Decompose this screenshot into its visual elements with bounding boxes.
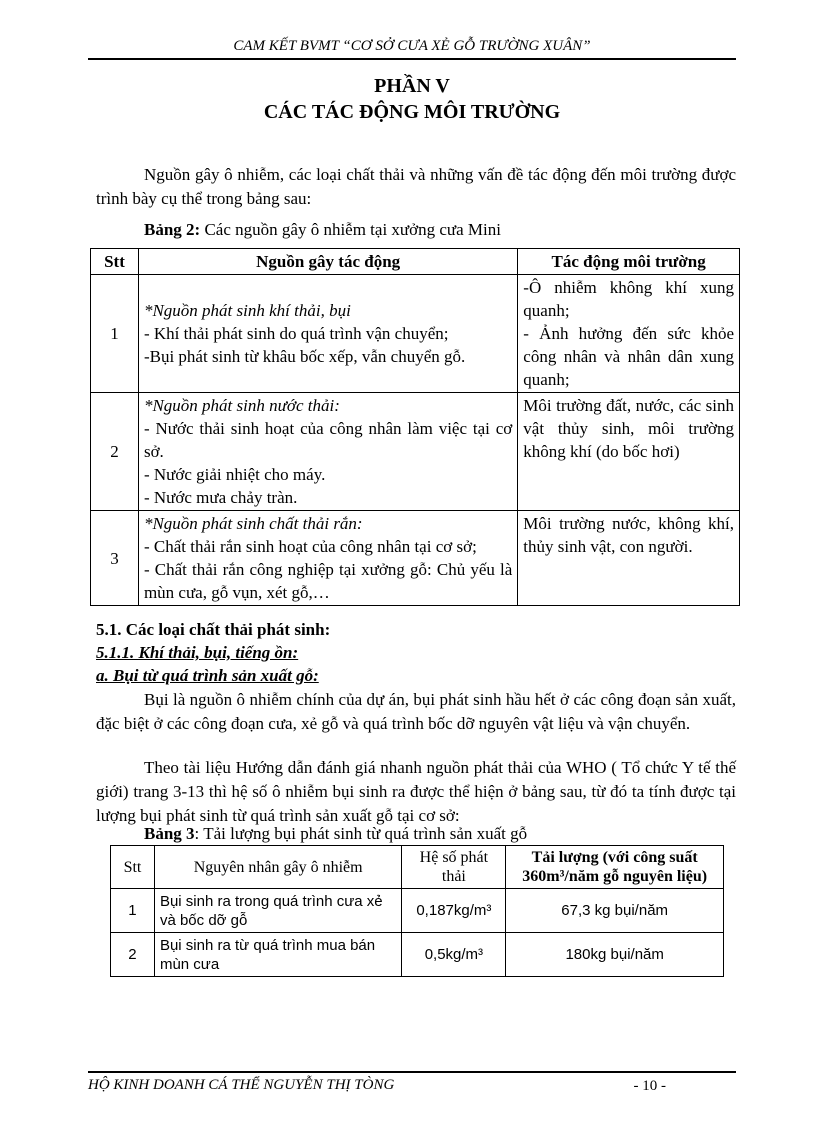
row-source — [138, 275, 517, 393]
source-line: - Khí thải phát sinh do quá trình vận chuyển; — [143, 324, 449, 343]
part-heading: CÁC TÁC ĐỘNG MÔI TRƯỜNG — [263, 101, 561, 123]
section-heading-5-1-1: 5.1.1. Khí thải, bụi, tiếng ồn: — [96, 643, 299, 662]
table3-caption — [144, 824, 527, 844]
source-title: *Nguồn phát sinh nước thải: — [143, 396, 340, 415]
row-source — [138, 511, 517, 606]
source-line: - Nước thải sinh hoạt của công nhân làm việc tại cơ sở. — [143, 419, 513, 461]
pollution-sources-table — [90, 248, 740, 606]
table-row — [91, 511, 740, 606]
row-load: 180kg bụi/năm — [506, 933, 724, 977]
table2-caption-label: Bảng 2: — [144, 220, 201, 239]
source-title: *Nguồn phát sinh khí thải, bụi — [143, 301, 351, 320]
part-number: PHẦN V — [374, 75, 450, 97]
col-header-stt: Stt — [111, 846, 155, 889]
section-heading-5-1: 5.1. Các loại chất thải phát sinh: — [96, 620, 331, 639]
table2-caption-text: Các nguồn gây ô nhiễm tại xưởng cưa Mini — [200, 220, 501, 239]
page-header: CAM KẾT BVMT “CƠ SỞ CƯA XẺ GỖ TRƯỜNG XUÂN” — [88, 38, 736, 60]
table-header-row — [91, 249, 740, 275]
row-cause: Bụi sinh ra trong quá trình cưa xẻ và bốc dỡ gỗ — [154, 889, 401, 933]
table3-caption-text: : Tải lượng bụi phát sinh từ quá trình sản xuất gỗ — [194, 824, 528, 843]
table-row — [111, 889, 724, 933]
footer-owner: HỘ KINH DOANH CÁ THỂ NGUYỄN THỊ TÒNG — [88, 1077, 395, 1093]
part-title — [88, 73, 736, 125]
row-impact: Môi trường nước, không khí, thủy sinh vật, con người. — [518, 511, 740, 606]
source-title: *Nguồn phát sinh chất thải rắn: — [143, 514, 363, 533]
paragraph-who: Theo tài liệu Hướng dẫn đánh giá nhanh nguồn phát thải của WHO ( Tổ chức Y tế thế giới) trang 3-13 thì hệ số ô nhiễm bụi sinh ra được thể hiện ở bảng sau, từ đó ta tính được tại lượng bụi phát sinh từ quá trình sản xuất gỗ tại cơ sở: — [96, 758, 736, 825]
row-load: 67,3 kg bụi/năm — [506, 889, 724, 933]
col-header-cause: Nguyên nhân gây ô nhiễm — [154, 846, 401, 889]
page-number: - 10 - — [633, 1078, 666, 1094]
col-header-impact: Tác động môi trường — [518, 249, 740, 275]
source-line: - Chất thải rắn sinh hoạt của công nhân tại cơ sở; — [143, 537, 477, 556]
table2-caption — [144, 220, 501, 240]
row-factor: 0,5kg/m³ — [402, 933, 506, 977]
source-line: - Chất thải rắn công nghiệp tại xưởng gỗ: Chủ yếu là mùn cưa, gỗ vụn, xét gỗ,… — [143, 560, 513, 602]
intro-paragraph: Nguồn gây ô nhiễm, các loại chất thải và những vấn đề tác động đến môi trường được trình bày cụ thể trong bảng sau: — [96, 165, 736, 208]
table-header-row — [111, 846, 724, 889]
col-header-load: Tải lượng (với công suất 360m³/năm gỗ nguyên liệu) — [506, 846, 724, 889]
col-header-factor: Hệ số phát thải — [402, 846, 506, 889]
col-header-stt: Stt — [91, 249, 139, 275]
table-row — [111, 933, 724, 977]
section-heading-a: a. Bụi từ quá trình sản xuất gỗ: — [96, 666, 319, 685]
source-line: -Bụi phát sinh từ khâu bốc xếp, vẫn chuyển gỗ. — [143, 347, 466, 366]
source-line: - Nước mưa chảy tràn. — [143, 488, 298, 507]
row-stt: 2 — [111, 933, 155, 977]
row-stt: 1 — [111, 889, 155, 933]
source-line: - Nước giải nhiệt cho máy. — [143, 465, 326, 484]
row-stt: 2 — [91, 393, 139, 511]
row-factor: 0,187kg/m³ — [402, 889, 506, 933]
dust-load-table — [110, 845, 724, 977]
col-header-source: Nguồn gây tác động — [138, 249, 517, 275]
table3-caption-label: Bảng 3 — [144, 824, 195, 843]
page-footer — [88, 1071, 736, 1094]
row-impact: Môi trường đất, nước, các sinh vật thủy sinh, môi trường không khí (do bốc hơi) — [518, 393, 740, 511]
paragraph-dust: Bụi là nguồn ô nhiễm chính của dự án, bụi phát sinh hầu hết ở các công đoạn sản xuất, đặc biệt ở các công đoạn cưa, xẻ gỗ và quá trình bốc dỡ nguyên vật liệu và vận chuyển. — [96, 690, 736, 733]
table-row — [91, 393, 740, 511]
row-source — [138, 393, 517, 511]
row-impact: -Ô nhiễm không khí xung quanh; - Ảnh hưởng đến sức khỏe công nhân và nhân dân xung quanh; — [518, 275, 740, 393]
row-stt: 3 — [91, 511, 139, 606]
row-stt: 1 — [91, 275, 139, 393]
row-cause: Bụi sinh ra từ quá trình mua bán mùn cưa — [154, 933, 401, 977]
table-row — [91, 275, 740, 393]
